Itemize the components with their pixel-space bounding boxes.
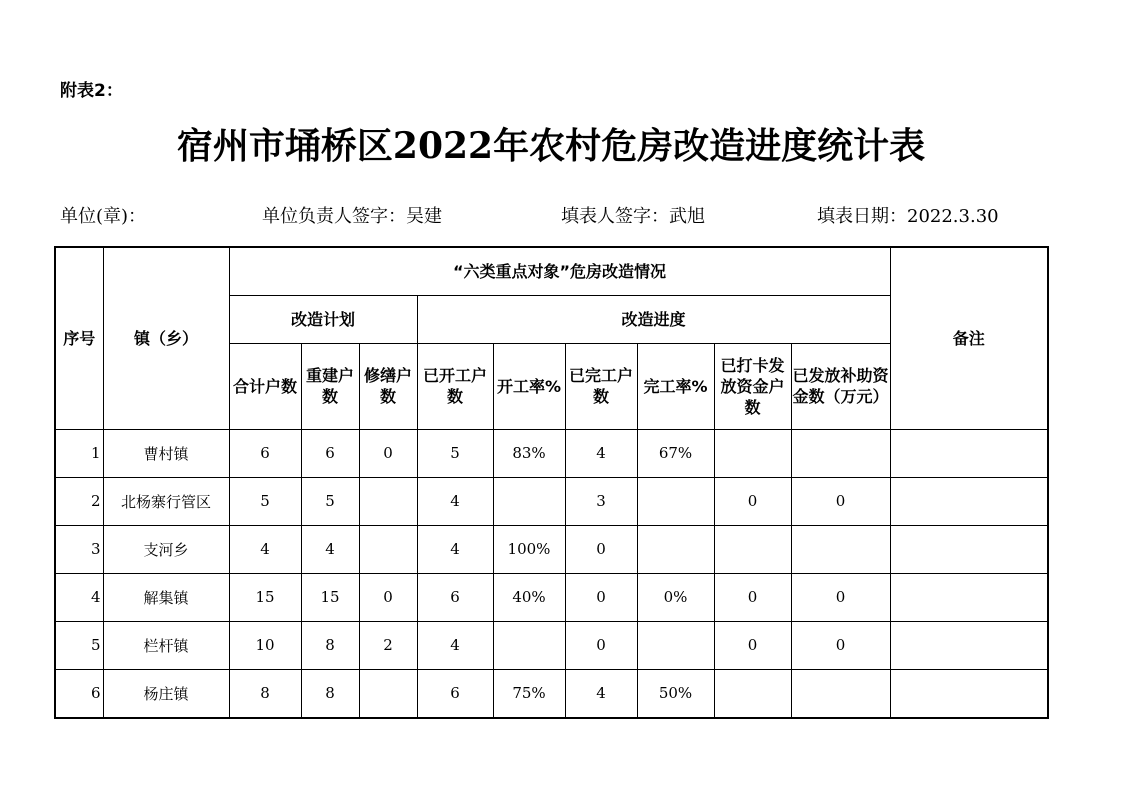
cell-remark: [890, 477, 1048, 525]
cell-seq: 3: [55, 525, 103, 573]
cell-seq: 1: [55, 429, 103, 477]
cell-started: 4: [417, 525, 493, 573]
table-row: [55, 429, 1048, 477]
cell-complete-rate: 0%: [637, 573, 714, 621]
cell-complete-rate: [637, 477, 714, 525]
cell-total: 6: [229, 429, 301, 477]
cell-started: 6: [417, 669, 493, 718]
table-row: [55, 573, 1048, 621]
header-plan: 改造计划: [229, 295, 417, 343]
cell-remark: [890, 573, 1048, 621]
cell-complete-rate: [637, 621, 714, 669]
cell-complete-rate: 50%: [637, 669, 714, 718]
header-town: 镇（乡）: [103, 247, 229, 429]
header-card-issued: 已打卡发放资金户数: [714, 343, 791, 429]
cell-completed: 0: [565, 573, 637, 621]
table-row: [55, 669, 1048, 718]
cell-total: 5: [229, 477, 301, 525]
cell-started: 6: [417, 573, 493, 621]
cell-remark: [890, 429, 1048, 477]
cell-repair: 2: [359, 621, 417, 669]
cell-started: 4: [417, 621, 493, 669]
cell-start-rate: [493, 477, 565, 525]
cell-start-rate: 75%: [493, 669, 565, 718]
cell-town: 北杨寨行管区: [103, 477, 229, 525]
cell-remark: [890, 621, 1048, 669]
cell-repair: [359, 477, 417, 525]
cell-completed: 3: [565, 477, 637, 525]
cell-repair: [359, 669, 417, 718]
cell-rebuild: 8: [301, 669, 359, 718]
cell-total: 15: [229, 573, 301, 621]
cell-subsidy: [791, 669, 890, 718]
cell-rebuild: 8: [301, 621, 359, 669]
table-row: [55, 621, 1048, 669]
header-complete-rate: 完工率%: [637, 343, 714, 429]
cell-completed: 4: [565, 429, 637, 477]
cell-start-rate: 100%: [493, 525, 565, 573]
cell-rebuild: 4: [301, 525, 359, 573]
header-seq: 序号: [55, 247, 103, 429]
cell-total: 4: [229, 525, 301, 573]
cell-rebuild: 6: [301, 429, 359, 477]
cell-seq: 4: [55, 573, 103, 621]
cell-subsidy: 0: [791, 573, 890, 621]
cell-completed: 4: [565, 669, 637, 718]
cell-remark: [890, 669, 1048, 718]
cell-card: 0: [714, 621, 791, 669]
cell-subsidy: [791, 429, 890, 477]
table-row: [55, 525, 1048, 573]
cell-town: 曹村镇: [103, 429, 229, 477]
cell-town: 支河乡: [103, 525, 229, 573]
attachment-label: 附表2：: [60, 81, 123, 101]
cell-repair: 0: [359, 429, 417, 477]
cell-start-rate: [493, 621, 565, 669]
cell-town: 解集镇: [103, 573, 229, 621]
cell-card: 0: [714, 573, 791, 621]
header-remark: 备注: [890, 247, 1048, 429]
header-started: 已开工户数: [417, 343, 493, 429]
cell-card: [714, 669, 791, 718]
header-group: “六类重点对象”危房改造情况: [229, 247, 890, 295]
cell-subsidy: 0: [791, 621, 890, 669]
cell-start-rate: 83%: [493, 429, 565, 477]
cell-rebuild: 15: [301, 573, 359, 621]
cell-complete-rate: 67%: [637, 429, 714, 477]
cell-started: 4: [417, 477, 493, 525]
cell-total: 8: [229, 669, 301, 718]
unit-seal-label: 单位(章)：: [60, 206, 147, 227]
cell-town: 杨庄镇: [103, 669, 229, 718]
fill-date: 填表日期：2022.3.30: [817, 206, 999, 227]
cell-start-rate: 40%: [493, 573, 565, 621]
cell-card: [714, 525, 791, 573]
header-start-rate: 开工率%: [493, 343, 565, 429]
cell-repair: [359, 525, 417, 573]
header-plan-repair: 修缮户数: [359, 343, 417, 429]
cell-rebuild: 5: [301, 477, 359, 525]
progress-table: [54, 246, 1049, 719]
cell-repair: 0: [359, 573, 417, 621]
cell-total: 10: [229, 621, 301, 669]
cell-subsidy: 0: [791, 477, 890, 525]
cell-complete-rate: [637, 525, 714, 573]
cell-completed: 0: [565, 621, 637, 669]
cell-completed: 0: [565, 525, 637, 573]
cell-card: 0: [714, 477, 791, 525]
cell-seq: 2: [55, 477, 103, 525]
cell-seq: 5: [55, 621, 103, 669]
leader-signature: 单位负责人签字：吴建: [262, 206, 442, 227]
header-plan-total: 合计户数: [229, 343, 301, 429]
table-row: [55, 477, 1048, 525]
header-plan-rebuild: 重建户数: [301, 343, 359, 429]
header-subsidy: 已发放补助资金数（万元）: [791, 343, 890, 429]
header-progress: 改造进度: [417, 295, 890, 343]
filler-signature: 填表人签字：武旭: [561, 206, 705, 227]
cell-card: [714, 429, 791, 477]
cell-remark: [890, 525, 1048, 573]
cell-town: 栏杆镇: [103, 621, 229, 669]
document-title: 宿州市埇桥区2022年农村危房改造进度统计表: [176, 125, 926, 167]
header-completed: 已完工户数: [565, 343, 637, 429]
cell-seq: 6: [55, 669, 103, 718]
cell-started: 5: [417, 429, 493, 477]
cell-subsidy: [791, 525, 890, 573]
